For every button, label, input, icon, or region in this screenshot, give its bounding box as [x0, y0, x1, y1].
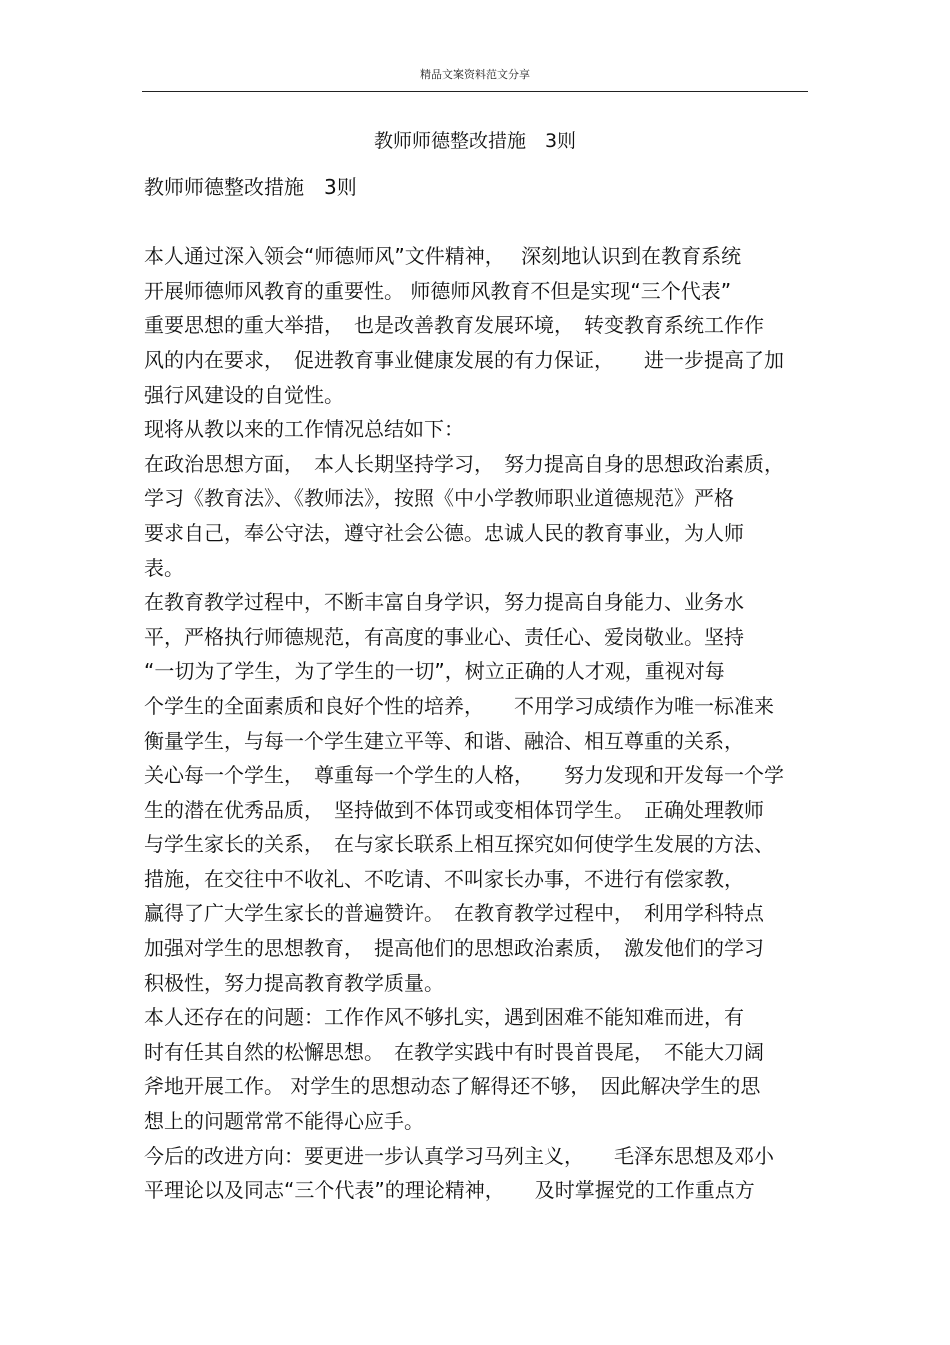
- text-line: 在政治思想方面， 本人长期坚持学习， 努力提高自身的思想政治素质，: [144, 451, 784, 476]
- text-line: 赢得了广大学生家长的普遍赞许。 在教育教学过程中， 利用学科特点: [144, 901, 764, 926]
- text-line: 在教育教学过程中，不断丰富自身学识，努力提高自身能力、业务水: [144, 590, 744, 615]
- text-line: 积极性，努力提高教育教学质量。: [144, 970, 444, 995]
- page-header: 精品文案资料范文分享: [420, 68, 530, 81]
- text-line: 学习《教育法》、《教师法》，按照《中小学教师职业道德规范》严格: [144, 486, 734, 511]
- text-line: 衡量学生，与每一个学生建立平等、和谐、融洽、相互尊重的关系，: [144, 728, 744, 753]
- document-subtitle: 教师师德整改措施 3则: [144, 175, 357, 199]
- text-line: 斧地开展工作。 对学生的思想动态了解得还不够， 因此解决学生的思: [144, 1074, 761, 1099]
- text-line: 与学生家长的关系， 在与家长联系上相互探究如何使学生发展的方法、: [144, 832, 774, 857]
- text-line: 关心每一个学生， 尊重每一个学生的人格， 努力发现和开发每一个学: [144, 763, 784, 788]
- text-line: 时有任其自然的松懈思想。 在教学实践中有时畏首畏尾， 不能大刀阔: [144, 1039, 764, 1064]
- text-line: 开展师德师风教育的重要性。 师德师风教育不但是实现“三个代表”: [144, 278, 732, 303]
- text-line: 强行风建设的自觉性。: [144, 382, 344, 407]
- text-line: 要求自己，奉公守法，遵守社会公德。忠诚人民的教育事业，为人师: [144, 520, 744, 545]
- blank-line: [144, 205, 824, 240]
- text-line: 个学生的全面素质和良好个性的培养， 不用学习成绩作为唯一标准来: [144, 693, 774, 718]
- text-line: 今后的改进方向：要更进一步认真学习马列主义， 毛泽东思想及邓小: [144, 1143, 774, 1168]
- text-line: 平理论以及同志“三个代表”的理论精神， 及时掌握党的工作重点方: [144, 1178, 755, 1203]
- header-divider: [142, 91, 808, 92]
- text-line: 想上的问题常常不能得心应手。: [144, 1109, 424, 1134]
- text-line: 生的潜在优秀品质， 坚持做到不体罚或变相体罚学生。 正确处理教师: [144, 797, 764, 822]
- text-line: 加强对学生的思想教育， 提高他们的思想政治素质， 激发他们的学习: [144, 936, 764, 961]
- text-line: 本人通过深入领会“师德师风”文件精神， 深刻地认识到在教育系统: [144, 244, 742, 269]
- text-line: “一切为了学生，为了学生的一切”，树立正确的人才观，重视对每: [144, 659, 725, 684]
- document-body: [144, 170, 824, 1208]
- document-title: 教师师德整改措施 3则: [373, 130, 577, 152]
- text-line: 平，严格执行师德规范，有高度的事业心、责任心、爱岗敬业。坚持: [144, 624, 744, 649]
- text-line: 现将从教以来的工作情况总结如下：: [144, 417, 464, 442]
- text-line: 表。: [144, 555, 184, 580]
- text-line: 风的内在要求， 促进教育事业健康发展的有力保证， 进一步提高了加: [144, 347, 784, 372]
- text-line: 重要思想的重大举措， 也是改善教育发展环境， 转变教育系统工作作: [144, 313, 764, 338]
- text-line: 措施，在交往中不收礼、不吃请、不叫家长办事，不进行有偿家教，: [144, 866, 744, 891]
- body-text: [144, 239, 824, 1208]
- text-line: 本人还存在的问题：工作作风不够扎实，遇到困难不能知难而进，有: [144, 1005, 744, 1030]
